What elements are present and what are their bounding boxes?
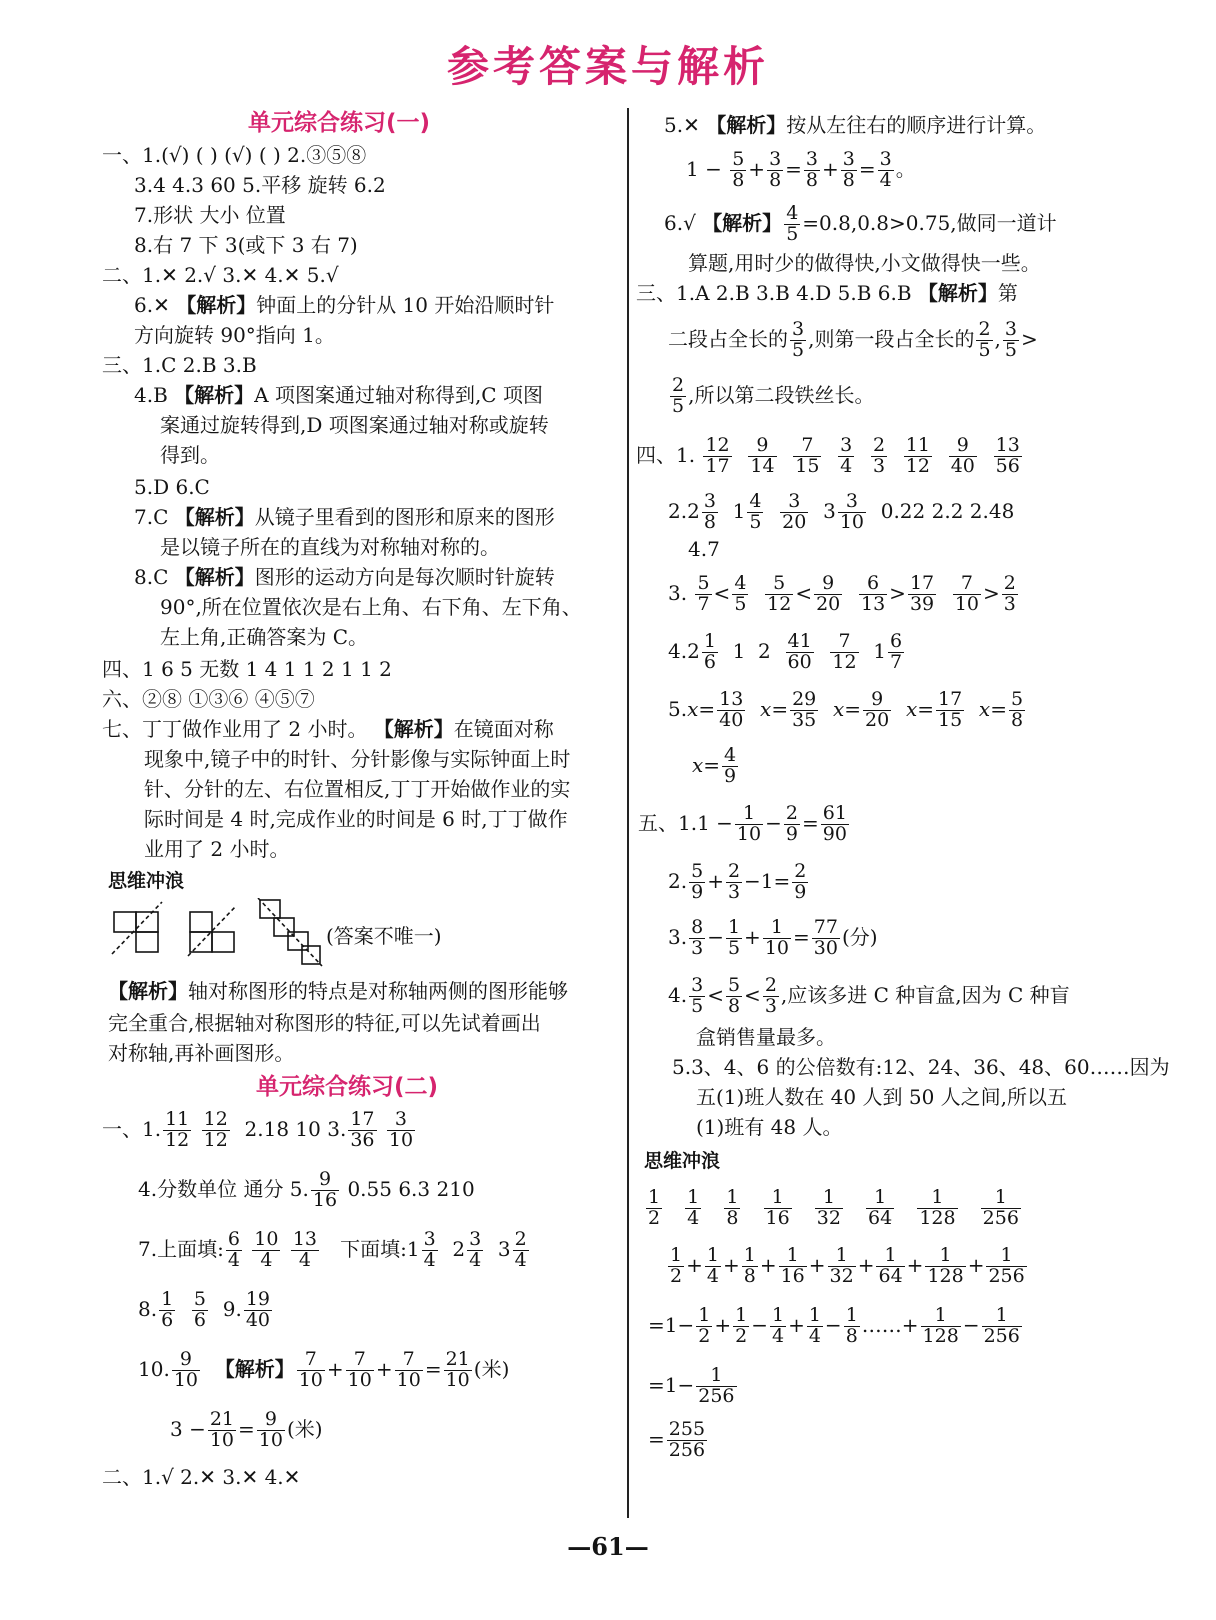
fraction: $\frac{3}{4}$ [469,1228,482,1271]
answer-line: $\frac{2}{5}$ ,所以第二段铁丝长。 [672,374,875,417]
answer-line: 二段占全长的 $\frac{3}{5}$ ,则第一段占全长的 $\frac{2}{5}$ , $\frac{3}{5}$ > [668,318,1038,361]
fraction: $\frac{7}{10}$ [396,1348,421,1391]
fraction: $\frac{21}{10}$ [445,1348,470,1391]
fraction: $\frac{1}{4}$ [771,1304,785,1347]
fraction: $\frac{1}{64}$ [868,1186,893,1229]
fraction: $\frac{6}{4}$ [227,1228,240,1271]
answer-line: 一、1.(√) ( ) (√) ( ) 2.③⑤⑧ [102,143,367,167]
fraction: $\frac{4}{9}$ [724,744,737,787]
answer-line: 3. $\frac{5}{7}$ < $\frac{4}{5}$ $\frac{5}{12}$ < $\frac{9}{20}$ $\frac{6}{13}$ > $\frac{17}{39}$ $\frac{7}{10}$ > $\frac{2}{3}$ [668,572,1016,615]
fraction: $\frac{41}{60}$ [787,630,812,673]
analysis-tag: 【解析】 [706,113,787,137]
answer-line: 五(1)班人数在 40 人到 50 人之间,所以五 [696,1085,1068,1109]
fraction: $\frac{13}{40}$ [719,688,744,731]
fraction: $\frac{3}{20}$ [782,490,807,533]
fraction: $\frac{2}{9}$ [794,860,807,903]
fraction: $\frac{3}{8}$ [703,490,716,533]
fraction: $\frac{17}{36}$ [350,1108,375,1151]
fraction: $\frac{1}{2}$ [648,1186,661,1229]
fraction: $\frac{21}{10}$ [209,1408,235,1451]
answer-line: 10. $\frac{9}{10}$ 【解析】 $\frac{7}{10}$ + $\frac{7}{10}$ + $\frac{7}{10}$ = $\frac{21}{10}$ (米) [138,1348,510,1391]
answer-line: 左上角,正确答案为 C。 [160,625,369,649]
symmetry-figures [108,898,328,968]
answer-line: (1)班有 48 人。 [696,1115,843,1139]
fraction: $\frac{3}{4}$ [840,434,853,477]
fraction: $\frac{13}{4}$ [292,1228,318,1271]
fraction: $\frac{5}{8}$ [1010,688,1024,731]
answer-note: (答案不唯一) [326,924,442,948]
fraction: $\frac{7}{10}$ [298,1348,323,1391]
fraction: $\frac{3}{8}$ [769,148,782,191]
answer-line: 2.2 $\frac{3}{8}$ 1 $\frac{4}{5}$ $\frac{3}{20}$ 3 $\frac{3}{10}$ 0.22 2.2 2.48 [668,490,1015,533]
answer-line: $\frac{1}{2}$ + $\frac{1}{4}$ + $\frac{1}{8}$ + $\frac{1}{16}$ + $\frac{1}{32}$ + $\frac{1}{64}$ + $\frac{1}{128}$ + $\frac{1}{256}$ [670,1244,1025,1287]
fraction: $\frac{10}{4}$ [254,1228,279,1271]
answer-line: 1 − $\frac{5}{8}$ + $\frac{3}{8}$ = $\frac{3}{8}$ + $\frac{3}{8}$ = $\frac{3}{4}$ 。 [686,148,916,191]
fraction: $\frac{77}{30}$ [813,916,838,959]
fraction: $\frac{9}{20}$ [816,572,841,615]
column-divider [627,108,629,1518]
fraction: $\frac{2}{5}$ [672,374,685,417]
fraction: $\frac{2}{3}$ [764,974,777,1017]
fraction: $\frac{1}{2}$ [670,1244,683,1287]
fraction: $\frac{3}{8}$ [842,148,855,191]
fraction: $\frac{12}{12}$ [203,1108,228,1151]
answer-line: 完全重合,根据轴对称图形的特征,可以先试着画出 [108,1011,541,1035]
answer-line: 4.分数单位 通分 5. $\frac{9}{16}$ 0.55 6.3 210 [138,1168,475,1211]
fraction: $\frac{3}{8}$ [805,148,819,191]
answer-line: 4.7 [688,537,720,561]
answer-line: 2. $\frac{5}{9}$ + $\frac{2}{3}$ −1= $\frac{2}{9}$ [668,860,807,903]
fraction: $\frac{5}{12}$ [767,572,792,615]
answer-line: 七、丁丁做作业用了 2 小时。 【解析】在镜面对称 [102,717,554,741]
fraction: $\frac{9}{16}$ [312,1168,338,1211]
fraction: $\frac{1}{16}$ [765,1186,790,1229]
answer-line: 三、1.A 2.B 3.B 4.D 5.B 6.B 【解析】第 [636,281,1018,305]
fraction: $\frac{1}{2}$ [735,1304,748,1347]
answer-line: 盒销售量最多。 [696,1025,836,1049]
unit1-heading: 单元综合练习(一) [248,110,431,136]
fraction: $\frac{19}{40}$ [245,1288,270,1331]
answer-line: 3. $\frac{8}{3}$ − $\frac{1}{5}$ + $\frac{1}{10}$ = $\frac{77}{30}$ (分) [668,916,878,959]
answer-line: =1− $\frac{1}{256}$ [648,1364,735,1407]
answer-line: 8.C 【解析】图形的运动方向是每次顺时针旋转 [134,565,555,589]
fraction: $\frac{7}{10}$ [347,1348,372,1391]
analysis-tag: 【解析】 [174,565,255,589]
fraction: $\frac{5}{6}$ [193,1288,206,1331]
analysis-tag: 【解析】 [174,505,255,529]
answer-line: 7.C 【解析】从镜子里看到的图形和原来的图形 [134,505,555,529]
fraction: $\frac{2}{4}$ [514,1228,527,1271]
fraction: $\frac{1}{10}$ [736,802,762,845]
analysis-tag: 【解析】 [108,979,188,1003]
answer-line: 8. $\frac{1}{6}$ $\frac{5}{6}$ 9. $\frac{19}{40}$ [138,1288,270,1331]
fraction: $\frac{1}{32}$ [816,1186,841,1229]
fraction: $\frac{17}{39}$ [909,572,935,615]
fraction: $\frac{1}{4}$ [808,1304,821,1347]
answer-line: 对称轴,再补画图形。 [108,1041,295,1065]
fraction: $\frac{29}{35}$ [792,688,817,731]
answer-line: = $\frac{255}{256}$ [648,1418,706,1461]
fraction: $\frac{3}{4}$ [879,148,892,191]
fraction: $\frac{1}{5}$ [727,916,741,959]
answer-line: 案通过旋转得到,D 项图案通过轴对称或旋转 [160,413,549,437]
fraction: $\frac{1}{4}$ [687,1186,700,1229]
answer-line: 五、1.1 − $\frac{1}{10}$ − $\frac{2}{9}$ = $\frac{61}{90}$ [638,802,847,845]
answer-line: 4.2 $\frac{1}{6}$ 1 2 $\frac{41}{60}$ $\frac{7}{12}$ 1 $\frac{6}{7}$ [668,630,903,673]
thinking-heading: 思维冲浪 [644,1150,721,1172]
answer-line: 5.✕ 【解析】按从左往右的顺序进行计算。 [664,113,1047,137]
answer-line: 业用了 2 小时。 [144,837,290,861]
fraction: $\frac{12}{17}$ [705,434,730,477]
fraction: $\frac{5}{8}$ [727,974,741,1017]
fraction: $\frac{13}{56}$ [995,434,1020,477]
fraction: $\frac{7}{10}$ [954,572,980,615]
fraction: $\frac{9}{10}$ [173,1348,198,1391]
answer-line: 际时间是 4 时,完成作业的时间是 6 时,丁丁做作 [144,807,568,831]
answer-line: 一、1. $\frac{11}{12}$ $\frac{12}{12}$ 2.18 10 3. $\frac{17}{36}$ $\frac{3}{10}$ [102,1108,414,1151]
fraction: $\frac{2}{9}$ [785,802,798,845]
fraction: $\frac{5}{9}$ [691,860,704,903]
answer-line: 现象中,镜子中的时针、分针影像与实际钟面上时 [144,747,571,771]
page-number: —61— [567,1532,649,1561]
answer-line: 7.形状 大小 位置 [134,203,286,227]
fraction: $\frac{9}{10}$ [258,1408,283,1451]
answer-line: 【解析】轴对称图形的特点是对称轴两侧的图形能够 [108,979,568,1003]
fraction: $\frac{1}{128}$ [927,1244,964,1287]
answer-line: 6.✕ 【解析】钟面上的分针从 10 开始沿顺时针 [134,293,555,317]
answer-line: x= $\frac{4}{9}$ [692,744,737,787]
analysis-tag: 【解析】 [373,717,454,741]
fraction: $\frac{2}{3}$ [1003,572,1016,615]
fraction: $\frac{8}{3}$ [691,916,704,959]
answer-line: 二、1.√ 2.✕ 3.✕ 4.✕ [102,1465,301,1489]
answer-line: 7.上面填: $\frac{6}{4}$ $\frac{10}{4}$ $\frac{13}{4}$ 下面填:1 $\frac{3}{4}$ 2 $\frac{3}{4}$ 3 $\frac{2}{4}$ [138,1228,527,1271]
fraction: $\frac{3}{4}$ [423,1228,436,1271]
fraction: $\frac{9}{14}$ [750,434,775,477]
fraction: $\frac{9}{40}$ [950,434,975,477]
fraction: $\frac{4}{5}$ [734,572,747,615]
fraction: $\frac{1}{128}$ [919,1186,956,1229]
answer-line: 得到。 [160,443,220,467]
analysis-tag: 【解析】 [174,383,255,407]
answer-line: 4.B 【解析】A 项图案通过轴对称得到,C 项图 [134,383,543,407]
fraction: $\frac{2}{3}$ [872,434,886,477]
answer-line [644,1188,1023,1229]
fraction: $\frac{1}{32}$ [829,1244,854,1287]
answer-line: 4. $\frac{3}{5}$ < $\frac{5}{8}$ < $\frac{2}{3}$ ,应该多进 C 种盲盒,因为 C 种盲 [668,974,1070,1017]
fraction: $\frac{11}{12}$ [905,434,930,477]
fraction: $\frac{7}{12}$ [832,630,857,673]
fraction: $\frac{3}{10}$ [388,1108,414,1151]
fraction: $\frac{4}{5}$ [749,490,762,533]
unit2-heading: 单元综合练习(二) [256,1074,439,1100]
fraction: $\frac{5}{7}$ [697,572,710,615]
fraction: $\frac{1}{256}$ [988,1244,1025,1287]
fraction: $\frac{6}{13}$ [860,572,886,615]
fraction: $\frac{11}{12}$ [165,1108,190,1151]
fraction: $\frac{2}{5}$ [978,318,991,361]
answer-line: 6.√ 【解析】 $\frac{4}{5}$ =0.8,0.8>0.75,做同一道计 [664,202,1057,245]
fraction: $\frac{7}{15}$ [795,434,820,477]
answer-line: 二、1.✕ 2.√ 3.✕ 4.✕ 5.√ [102,263,339,287]
fraction: $\frac{1}{6}$ [703,630,716,673]
answer-line: 90°,所在位置依次是右上角、右下角、左下角、 [160,595,582,619]
answer-line: 5.D 6.C [134,475,210,499]
fraction: $\frac{1}{8}$ [726,1186,739,1229]
fraction: $\frac{1}{6}$ [161,1288,174,1331]
fraction: $\frac{1}{256}$ [983,1304,1020,1347]
answer-line: 8.右 7 下 3(或下 3 右 7) [134,233,358,257]
answer-line: =1− $\frac{1}{2}$ + $\frac{1}{2}$ − $\frac{1}{4}$ + $\frac{1}{4}$ − $\frac{1}{8}$ ……+ $\frac{1}{128}$ − $\frac{1}{256}$ [648,1304,1020,1347]
analysis-tag: 【解析】 [214,1356,295,1381]
fraction: $\frac{1}{128}$ [922,1304,959,1347]
fraction: $\frac{1}{10}$ [764,916,789,959]
fraction: $\frac{61}{90}$ [822,802,847,845]
fraction: $\frac{6}{7}$ [890,630,903,673]
page-title: 参考答案与解析 [446,42,769,91]
answer-line: 三、1.C 2.B 3.B [102,353,257,377]
fraction: $\frac{3}{5}$ [1004,318,1017,361]
answer-line: 3.4 4.3 60 5.平移 旋转 6.2 [134,173,386,197]
fraction: $\frac{1}{256}$ [982,1186,1019,1229]
answer-line: 方向旋转 90°指向 1。 [134,323,335,347]
analysis-tag: 【解析】 [702,210,783,235]
answer-line: 六、②⑧ ①③⑥ ④⑤⑦ [102,687,315,711]
fraction: $\frac{1}{8}$ [845,1304,858,1347]
analysis-tag: 【解析】 [176,293,257,317]
fraction: $\frac{3}{5}$ [691,974,704,1017]
answer-line: 四、1. $\frac{12}{17}$ $\frac{9}{14}$ $\frac{7}{15}$ $\frac{3}{4}$ $\frac{2}{3}$ $\frac{11}{12}$ $\frac{9}{40}$ $\frac{13}{56}$ [636,434,1020,477]
analysis-tag: 【解析】 [917,281,998,305]
fraction: $\frac{3}{5}$ [792,318,805,361]
fraction: $\frac{1}{2}$ [698,1304,711,1347]
thinking-heading: 思维冲浪 [108,870,185,892]
fraction: $\frac{5}{8}$ [732,148,745,191]
answer-line: 是以镜子所在的直线为对称轴对称的。 [160,535,500,559]
answer-line: 5.3、4、6 的公倍数有:12、24、36、48、60……因为 [672,1055,1170,1079]
answer-line: 3 − $\frac{21}{10}$ = $\frac{9}{10}$ (米) [170,1408,323,1451]
fraction: $\frac{3}{10}$ [839,490,864,533]
answer-line: 算题,用时少的做得快,小文做得快一些。 [688,251,1041,275]
answer-line: 针、分针的左、右位置相反,丁丁开始做作业的实 [144,777,571,801]
fraction: $\frac{255}{256}$ [668,1418,706,1461]
fraction: $\frac{1}{64}$ [878,1244,903,1287]
fraction: $\frac{17}{15}$ [938,688,963,731]
fraction: $\frac{9}{20}$ [865,688,890,731]
fraction: $\frac{1}{16}$ [780,1244,805,1287]
fraction: $\frac{1}{4}$ [706,1244,719,1287]
answer-line: 四、1 6 5 无数 1 4 1 1 2 1 1 2 [102,657,392,681]
fraction: $\frac{4}{5}$ [786,202,799,245]
answer-line: 5.x= $\frac{13}{40}$ x= $\frac{29}{35}$ x= $\frac{9}{20}$ x= $\frac{17}{15}$ x= $\frac{5}{8}$ [668,688,1024,731]
fraction: $\frac{1}{8}$ [743,1244,756,1287]
fraction: $\frac{2}{3}$ [727,860,741,903]
fraction: $\frac{1}{256}$ [698,1364,735,1407]
